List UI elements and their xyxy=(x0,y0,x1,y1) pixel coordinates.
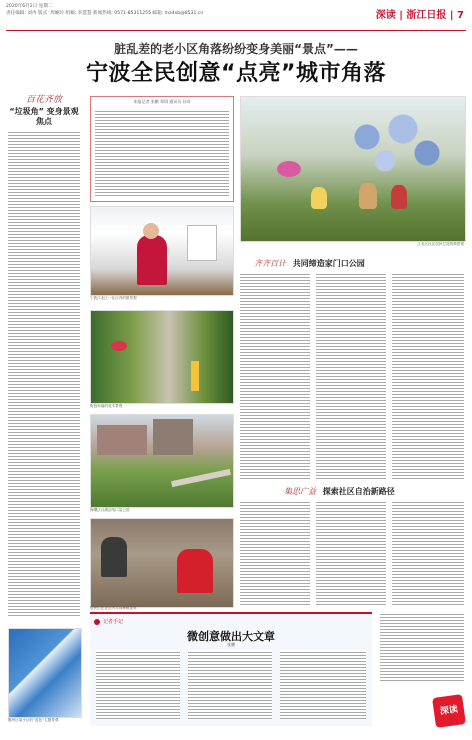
left-column-body-text xyxy=(8,130,80,618)
building-block xyxy=(97,425,147,455)
photo-caption: 宁波江北区一社区内的微景观 xyxy=(90,296,137,300)
figurine xyxy=(311,187,327,209)
person-figure xyxy=(191,361,199,391)
figurine xyxy=(391,185,407,209)
section-three-title xyxy=(284,486,395,497)
photo-caption: 鄞州区某小区的“蓝色”主题景观 xyxy=(8,718,59,722)
commentary-text-column xyxy=(280,650,366,720)
body-text-column xyxy=(380,612,464,682)
small-house-model xyxy=(187,225,217,261)
commentary-author: 张鹏 xyxy=(227,642,235,647)
flower-cluster xyxy=(111,341,127,351)
section-three-heading: 探索社区自治新路径 xyxy=(322,487,395,496)
photo-caption: 居民们在社区内共同种植花草 xyxy=(90,606,137,610)
section-three-kicker: 集思广益 xyxy=(284,487,316,496)
header-rule xyxy=(6,30,466,31)
intro-box xyxy=(90,96,234,202)
section-two-heading: 共同缔造家门口公园 xyxy=(292,259,365,268)
pocket-park-photo xyxy=(90,414,234,508)
left-subhead: “垃圾角” 变身景观焦点 xyxy=(9,107,79,126)
body-text-column xyxy=(316,500,386,606)
photo-caption: 海曙区月湖沿线口袋公园 xyxy=(90,508,130,512)
person-head xyxy=(143,223,159,239)
body-text-column xyxy=(392,272,464,480)
hydrangea-flowers xyxy=(331,105,451,185)
pink-flowers xyxy=(277,161,301,177)
walkway xyxy=(171,469,231,487)
issue-date: 2020年6月2日 星期二 xyxy=(6,4,53,9)
newspaper-brand: 深读 | 浙江日报 | 7 xyxy=(375,10,464,21)
commentary-tag xyxy=(94,618,123,625)
photo-caption: 江北区社区居民打造的微景观 xyxy=(417,242,464,246)
flower-alley-photo xyxy=(90,310,234,404)
left-kicker: 百花齐放 xyxy=(25,95,62,105)
person-figure xyxy=(137,235,167,285)
section-two-title xyxy=(254,258,365,269)
left-column xyxy=(8,92,80,127)
person-figure xyxy=(177,549,213,593)
section-two-kicker: 齐齐百计 xyxy=(254,259,286,268)
body-text-column xyxy=(240,272,310,480)
planting-photo xyxy=(90,518,234,608)
commentary-box xyxy=(90,612,372,726)
shendu-logo: 深读 xyxy=(432,694,466,728)
blue-theme-photo xyxy=(8,628,82,718)
article-deck: 脏乱差的老小区角落纷纷变身美丽“景点”—— xyxy=(114,42,358,56)
body-text-column xyxy=(392,500,464,606)
hydrangea-garden-photo xyxy=(240,96,466,242)
intro-text xyxy=(95,109,229,197)
byline: 本报记者 张鹏 郑琪 通讯员 孙奇 xyxy=(133,99,191,104)
article-headline: 宁波全民创意“点亮”城市角落 xyxy=(86,61,386,86)
commentary-text-column xyxy=(96,650,180,720)
editor-credits: 责任编辑: 刘冉 版式: 周娴玲 组稿: 李慧慧 新闻热线: 0571-85311255 邮箱: mzdxb@8531.cn xyxy=(6,10,204,16)
tag-dot-icon xyxy=(94,619,100,625)
photo-caption: 街巷角落的花木景观 xyxy=(90,404,123,408)
commentary-title: 微创意做出大文章 xyxy=(187,630,275,643)
woman-phone-photo xyxy=(90,206,234,296)
commentary-tag-label: 记者手记 xyxy=(103,619,124,625)
page-header xyxy=(0,0,472,32)
commentary-text-column xyxy=(188,650,272,720)
person-figure xyxy=(101,537,127,577)
body-text-column xyxy=(316,272,386,480)
figurine xyxy=(359,183,377,209)
building-block xyxy=(153,419,193,455)
issue-meta xyxy=(6,4,246,17)
body-text-column xyxy=(240,500,310,606)
